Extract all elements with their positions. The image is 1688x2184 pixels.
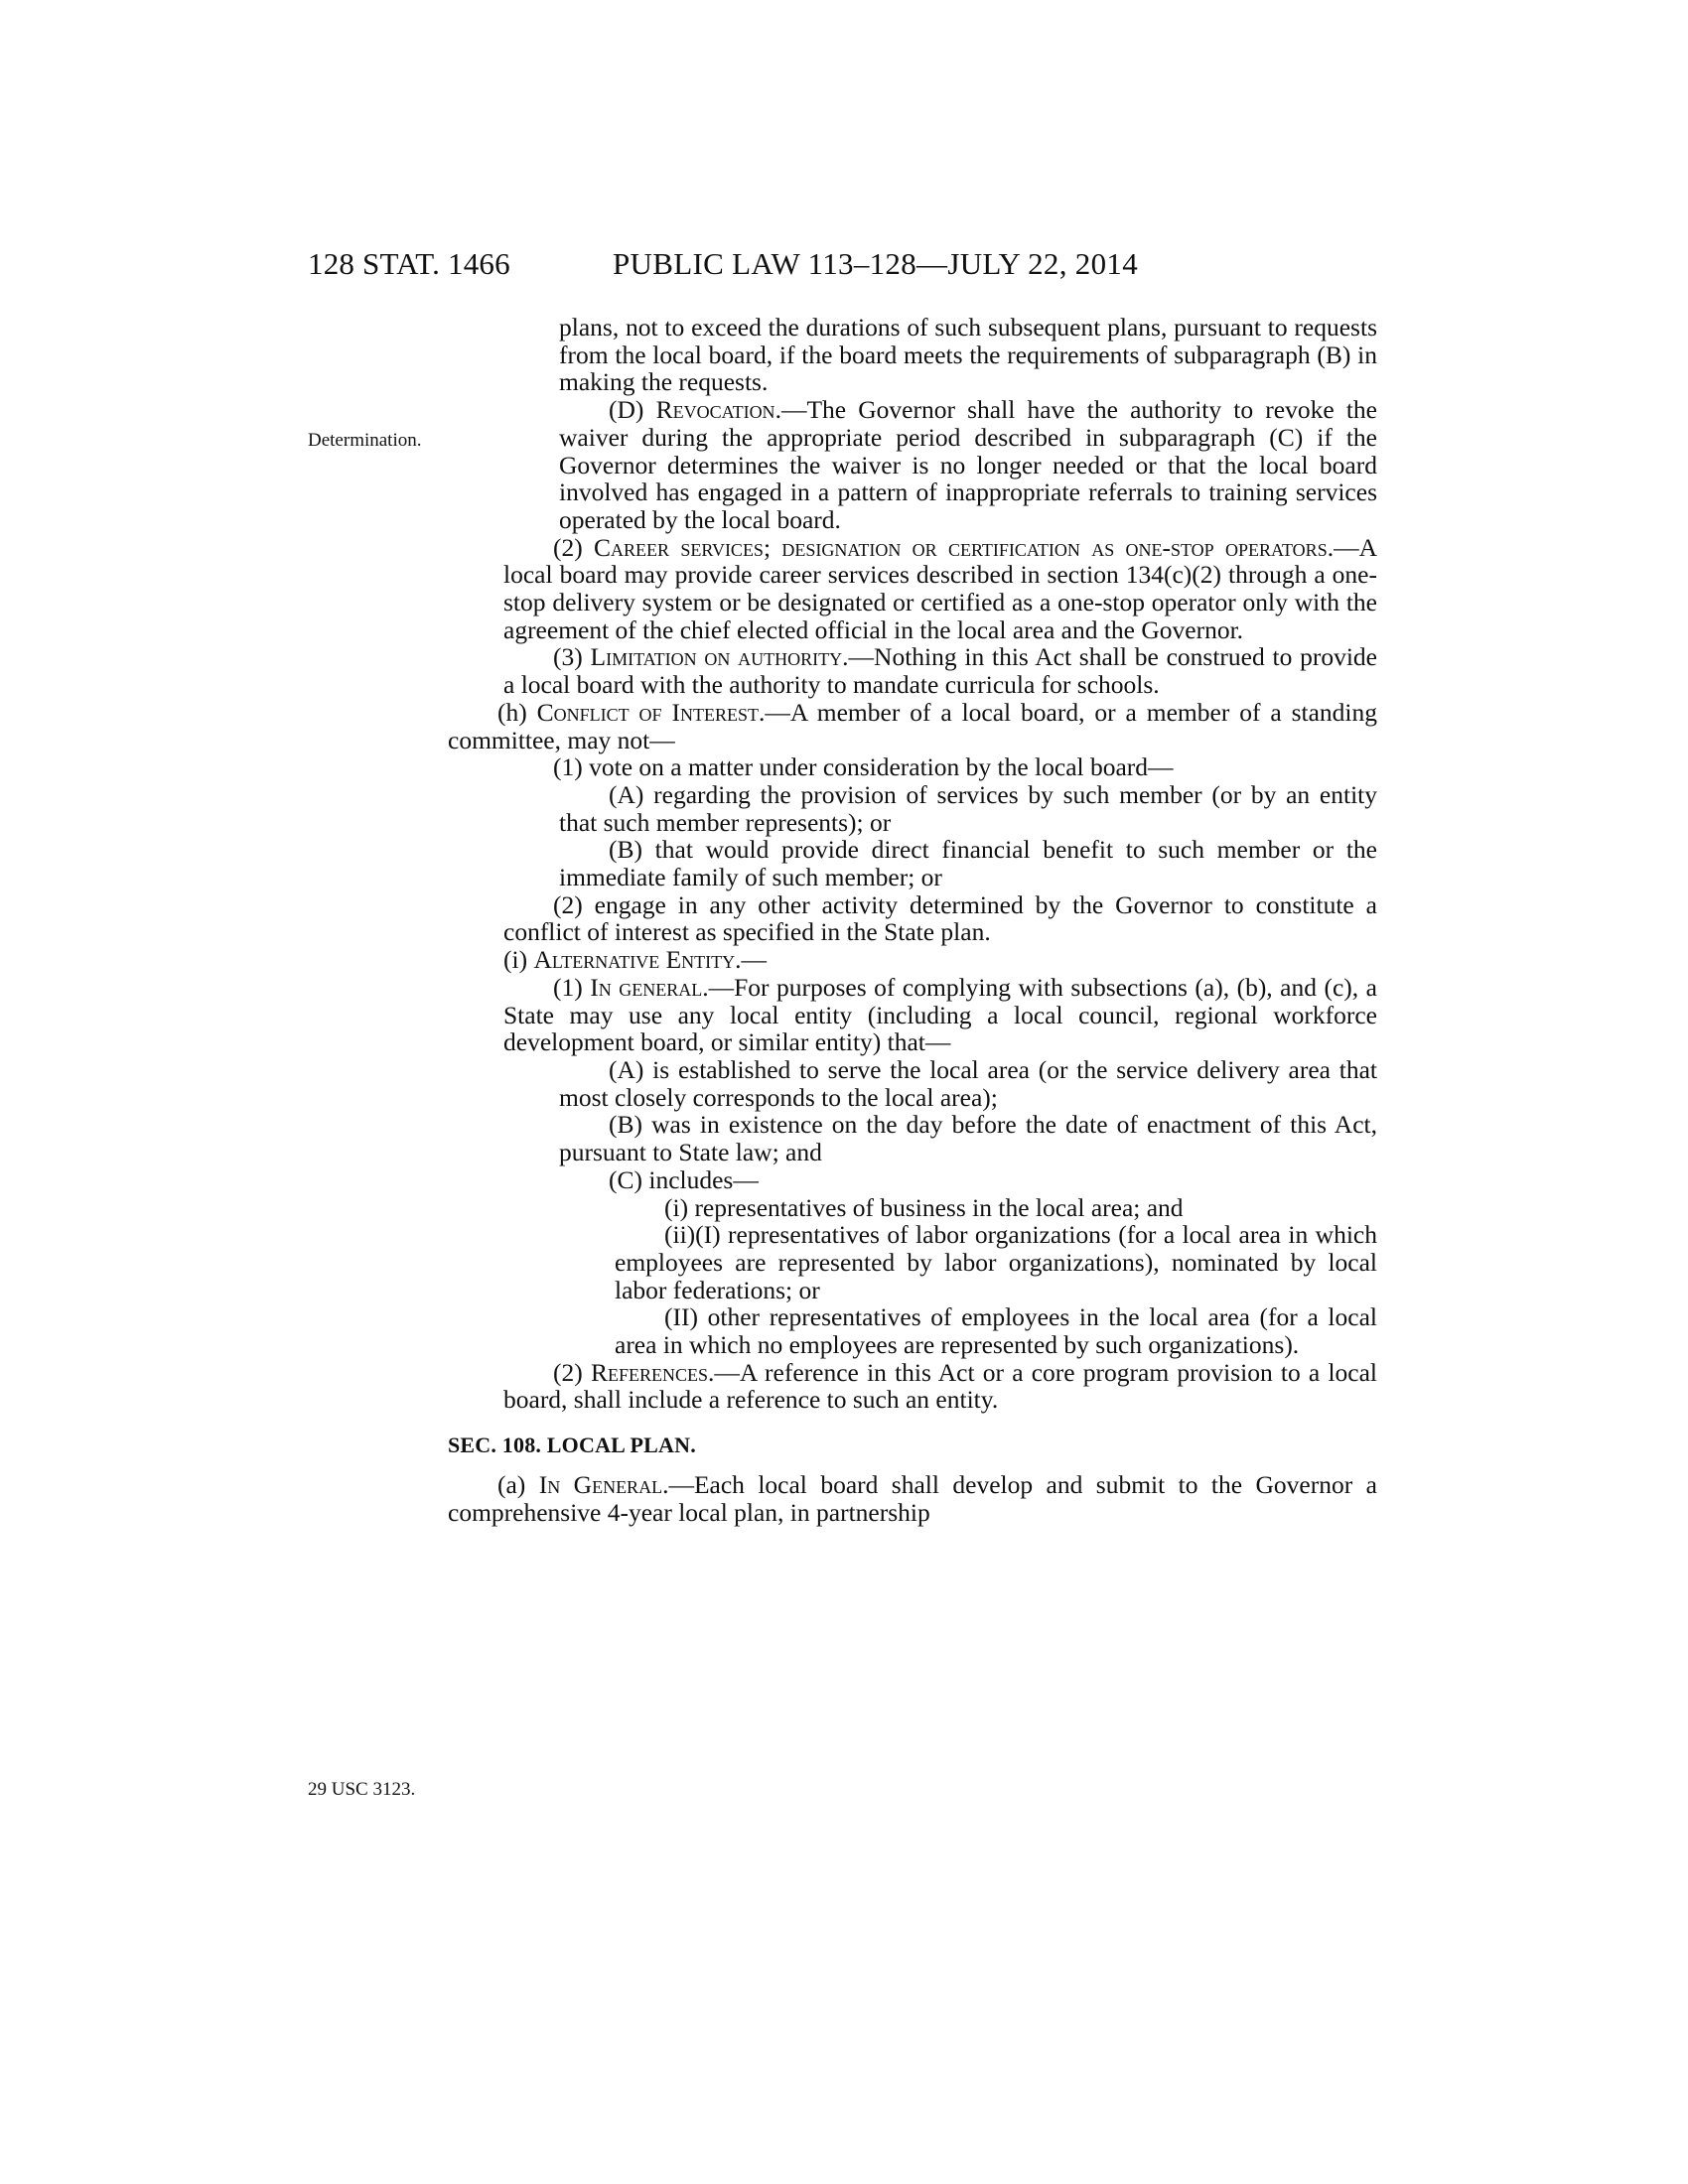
paragraph-revocation: (D) Revocation.—The Governor shall have the authority to revoke the waiver during the appropriate period described in subparagraph (C) if the Governor determines the waiver is no longer needed or that the local board involved has engaged in a pattern of inappropriate referrals to training services operated by the local board.	[559, 395, 1377, 534]
paragraph-conflict-of-interest: (h) Conflict of Interest.—A member of a local board, or a member of a standing committee, may not—	[448, 697, 1377, 754]
heading-in-general: In general	[590, 972, 703, 1002]
paragraph-provision-of-services: (A) regarding the provision of services by such member (or by an entity that such member represents); or	[559, 779, 1377, 837]
heading-alternative-entity: Alternative Entity	[533, 945, 736, 975]
heading-limitation-on-authority: Limitation on authority	[590, 642, 843, 672]
page-header	[0, 246, 1688, 286]
paragraph-other-activity: (2) engage in any other activity determined by the Governor to constitute a conflict of interest as specified in the State plan.	[503, 889, 1377, 947]
paragraph-in-existence: (B) was in existence on the day before the date of enactment of this Act, pursuant to State law; and	[559, 1110, 1377, 1167]
paragraph-in-general-alternative: (1) In general.—For purposes of complying with subsections (a), (b), and (c), a State may use any local entity (including a local council, regional workforce development board, or similar entity) that—	[503, 972, 1377, 1057]
paragraph-references: (2) References.—A reference in this Act or a core program provision to a local board, shall include a reference to such an entity.	[503, 1357, 1378, 1415]
document-body	[448, 313, 1378, 1527]
paragraph-limitation-on-authority: (3) Limitation on authority.—Nothing in this Act shall be construed to provide a local board with the authority to mandate curricula for schools.	[503, 642, 1377, 700]
paragraph-plans-continued: plans, not to exceed the durations of such subsequent plans, pursuant to requests from the local board, if the board meets the requirements of subparagraph (B) in making the requests.	[559, 313, 1377, 397]
heading-references: References	[590, 1357, 708, 1387]
section-heading: SEC. 108. LOCAL PLAN.	[448, 1433, 696, 1458]
paragraph-includes: (C) includes—	[609, 1164, 759, 1194]
margin-note-usc: 29 USC 3123.	[308, 1779, 416, 1800]
paragraph-career-services: (2) Career services; designation or certification as one-stop operators.—A local board may provide career services described in section 134(c)(2) through a one-stop delivery system or be designated or certified as a one-stop operator only with the agreement of the chief elected official in the local area and the Governor.	[503, 532, 1377, 644]
paragraph-vote-on-matter: (1) vote on a matter under consideration by the local board—	[553, 752, 1174, 782]
heading-revocation: Revocation	[655, 395, 775, 425]
statute-reference: 128 STAT. 1466	[308, 246, 510, 281]
paragraph-local-plan-in-general: (a) In General.—Each local board shall develop and submit to the Governor a comprehensive 4-year local plan, in partnership	[448, 1469, 1377, 1527]
paragraph-alternative-entity: (i) Alternative Entity.—	[503, 945, 768, 975]
paragraph-other-representatives: (II) other representatives of employees in the local area (for a local area in which no employees are represented by such organizations).	[615, 1302, 1377, 1360]
heading-career-services: Career services; designation or certification as one-stop operators	[594, 532, 1328, 562]
paragraph-direct-financial-benefit: (B) that would provide direct financial benefit to such member or the immediate family of such member; or	[559, 835, 1377, 892]
heading-in-general-local-plan: In General	[538, 1469, 663, 1499]
paragraph-representatives-business: (i) representatives of business in the local area; and	[664, 1192, 1184, 1222]
paragraph-established-to-serve: (A) is established to serve the local area (or the service delivery area that most closely corresponds to the local area);	[559, 1054, 1377, 1112]
margin-note-determination: Determination.	[308, 430, 422, 451]
paragraph-representatives-labor: (ii)(I) representatives of labor organizations (for a local area in which employees are represented by labor organizations), nominated by local labor federations; or	[615, 1220, 1377, 1304]
running-title: PUBLIC LAW 113–128—JULY 22, 2014	[613, 246, 1139, 281]
heading-conflict-of-interest: Conflict of Interest	[536, 697, 759, 727]
